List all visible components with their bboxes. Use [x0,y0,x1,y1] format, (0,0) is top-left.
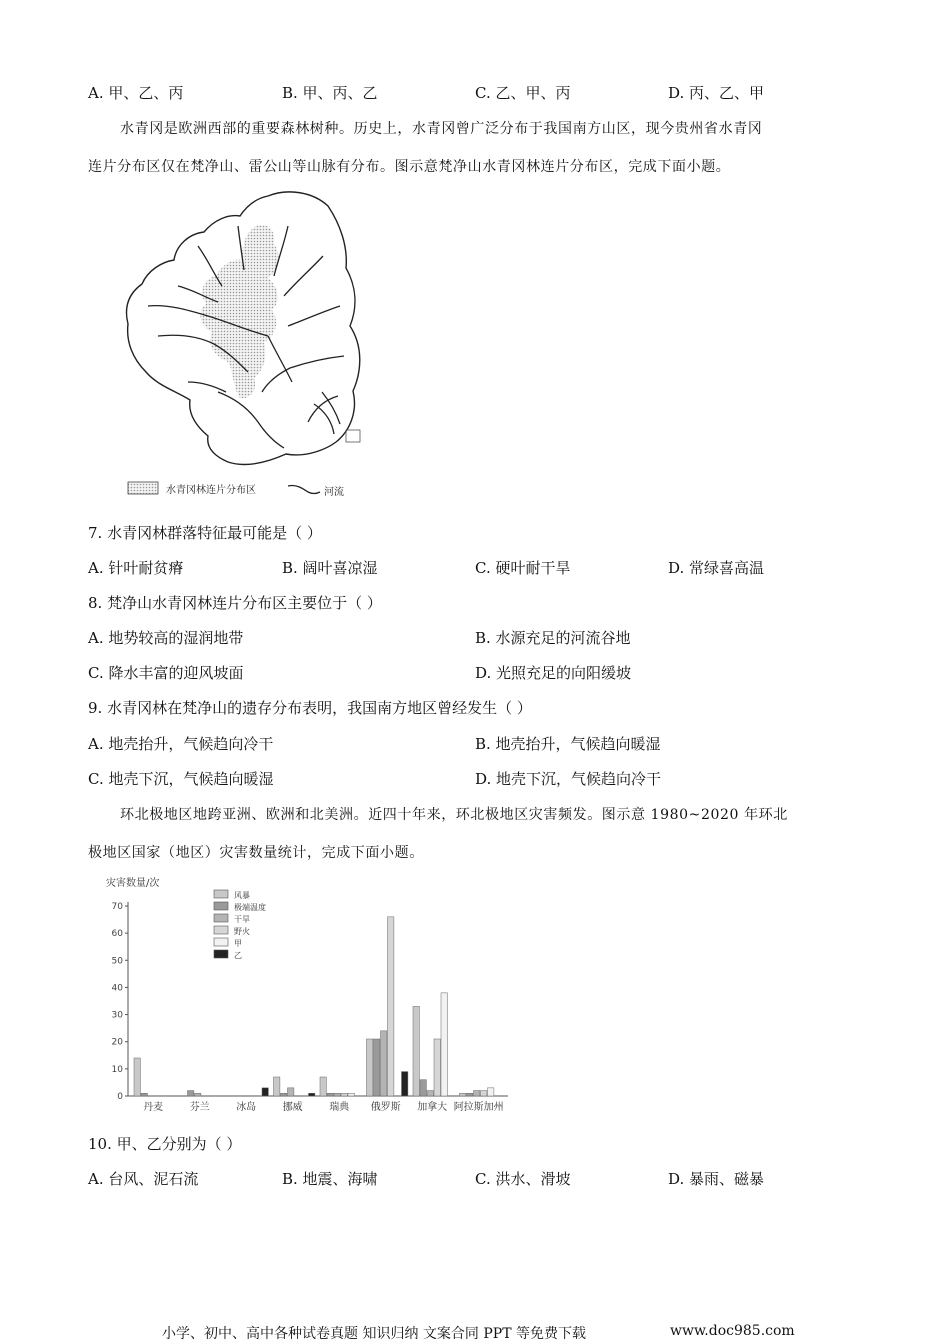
y-tick-label: 30 [111,1010,123,1021]
q8-option-a: A. 地势较高的湿润地带 [88,629,244,647]
bar [334,1093,340,1096]
q6-option-c: C. 乙、甲、丙 [475,84,571,102]
q6-option-a: A. 甲、乙、丙 [88,84,184,102]
x-tick-label: 加拿大 [417,1102,448,1113]
q10-option-d: D. 暴雨、磁暴 [668,1170,765,1188]
q6-option-b: B. 甲、丙、乙 [282,84,378,102]
bar [434,1039,440,1096]
bar [388,917,394,1096]
footer-text: 小学、初中、高中各种试卷真题 知识归纳 文案合同 PPT 等免费下载 [162,1326,586,1342]
q9-option-c: C. 地壳下沉，气候趋向暖湿 [88,770,274,788]
y-tick-label: 60 [111,929,123,940]
legend-label: 极端温度 [234,903,266,912]
q10-option-b: B. 地震、海啸 [282,1170,378,1188]
x-tick-label: 芬兰 [189,1102,210,1113]
x-tick-label: 挪威 [282,1102,303,1113]
y-tick-label: 40 [111,983,123,994]
bar [141,1093,147,1096]
x-tick-label: 阿拉斯加州 [453,1102,504,1113]
bar [348,1093,354,1096]
y-tick-label: 20 [111,1037,123,1048]
disaster-bar-chart [100,872,520,1118]
bar [288,1088,294,1096]
y-tick-label: 50 [111,956,123,967]
q7-stem: 7. 水青冈林群落特征最可能是（ ） [88,524,322,542]
bar [460,1093,466,1096]
q7-option-c: C. 硬叶耐干旱 [475,559,571,577]
bar [341,1093,347,1096]
legend-river-symbol [288,485,320,493]
q10-option-c: C. 洪水、滑坡 [475,1170,571,1188]
bar [188,1091,194,1096]
legend-swatch [214,926,228,934]
q9-option-d: D. 地壳下沉，气候趋向冷干 [475,770,662,788]
fanjingshan-map [118,186,378,502]
q6-option-d: D. 丙、乙、甲 [668,84,765,102]
bar [420,1080,426,1096]
bar [262,1088,268,1096]
chart-ylabel: 灾害数量/次 [106,878,160,889]
bar [367,1039,373,1096]
q9-option-b: B. 地壳抬升，气候趋向暖湿 [475,735,661,753]
bar [427,1091,433,1096]
legend-river-label: 河流 [324,487,344,498]
bar [134,1058,140,1096]
bar [327,1093,333,1096]
passage2-line2: 极地区国家（地区）灾害数量统计，完成下面小题。 [88,845,424,861]
bar [274,1077,280,1096]
legend-label: 乙 [234,951,242,960]
y-tick-label: 10 [111,1064,123,1075]
legend-swatch [214,938,228,946]
bar [309,1093,315,1096]
q7-option-b: B. 阔叶喜凉湿 [282,559,378,577]
passage1-line2: 连片分布区仅在梵净山、雷公山等山脉有分布。图示意梵净山水青冈林连片分布区，完成下面小题。 [88,159,731,175]
bar [320,1077,326,1096]
legend-swatch [214,890,228,898]
legend-forest-label: 水青冈林连片分布区 [166,485,256,496]
bar [195,1093,201,1096]
q8-option-c: C. 降水丰富的迎风坡面 [88,664,244,682]
legend-swatch [214,950,228,958]
x-tick-label: 俄罗斯 [370,1102,401,1113]
x-tick-label: 瑞典 [329,1102,350,1113]
q8-stem: 8. 梵净山水青冈林连片分布区主要位于（ ） [88,594,382,612]
bar [441,993,447,1096]
q9-stem: 9. 水青冈林在梵净山的遗存分布表明，我国南方地区曾经发生（ ） [88,699,532,717]
legend-swatch [214,914,228,922]
q8-option-b: B. 水源充足的河流谷地 [475,629,631,647]
bar [281,1093,287,1096]
bar [413,1006,419,1096]
legend-label: 甲 [234,939,242,948]
bar [402,1072,408,1096]
bar [467,1093,473,1096]
passage2-line1: 环北极地区地跨亚洲、欧洲和北美洲。近四十年来，环北极地区灾害频发。图示意 1980~2020 年环北 [120,807,788,823]
legend-forest-swatch [128,482,158,494]
legend-label: 风暴 [234,891,250,900]
legend-label: 野火 [234,927,250,936]
bar [474,1091,480,1096]
q7-option-d: D. 常绿喜高温 [668,559,765,577]
x-tick-label: 丹麦 [143,1102,164,1113]
q10-option-a: A. 台风、泥石流 [88,1170,199,1188]
bar [488,1088,494,1096]
legend-label: 干旱 [234,915,250,924]
x-tick-label: 冰岛 [236,1102,257,1113]
q7-option-a: A. 针叶耐贫瘠 [88,559,184,577]
q9-option-a: A. 地壳抬升，气候趋向冷干 [88,735,274,753]
y-tick-label: 70 [111,902,123,912]
q10-stem: 10. 甲、乙分别为（ ） [88,1135,242,1153]
passage1-line1: 水青冈是欧洲西部的重要森林树种。历史上，水青冈曾广泛分布于我国南方山区，现今贵州省水青冈 [120,121,763,137]
q8-option-d: D. 光照充足的向阳缓坡 [475,664,632,682]
legend-swatch [214,902,228,910]
bar [481,1091,487,1096]
y-tick-label: 0 [117,1092,123,1102]
footer-link[interactable]: www.doc985.com [670,1323,795,1339]
bar [374,1039,380,1096]
bar [381,1031,387,1096]
